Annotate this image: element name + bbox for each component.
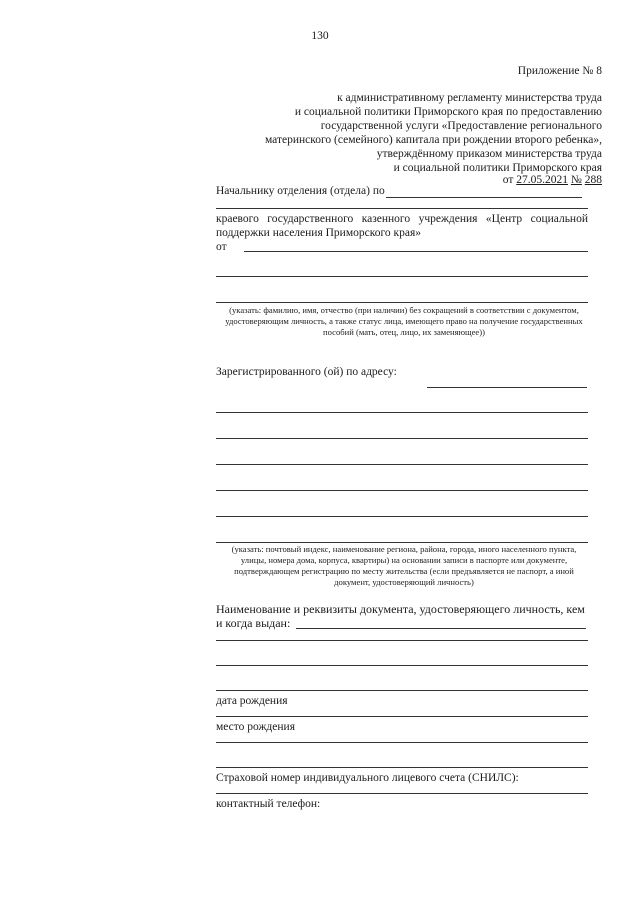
page-number: 130	[311, 30, 329, 42]
identity-doc-label-line2: и когда выдан:	[216, 616, 291, 630]
address-field[interactable]	[427, 387, 587, 388]
applicant-name-field-line2[interactable]	[216, 276, 588, 277]
address-note: (указать: почтовый индекс, наименование региона, района, города, иного населенного пункта, улицы, номера дома, корпуса, квартиры) на основании записи в паспорте или документе, подтверждающем регистрацию по месту жительства (если предъявляется не паспорт, а иной документ, удостоверяющий личность)	[231, 544, 577, 587]
from-label: от	[216, 241, 227, 253]
institution-line2: поддержки населения Приморского края»	[216, 227, 421, 239]
birth-date-label: дата рождения	[216, 695, 288, 707]
appendix-line: к административному регламенту министерства труда	[337, 92, 602, 104]
department-field[interactable]	[386, 197, 582, 198]
birth-place-field[interactable]	[216, 742, 588, 743]
address-field-line[interactable]	[216, 490, 588, 491]
appendix-line: материнского (семейного) капитала при рождении второго ребенка»,	[264, 134, 602, 146]
address-field-line[interactable]	[216, 516, 588, 517]
name-note: (указать: фамилию, имя, отчество (при наличии) без сокращений в соответствии с документом, удостоверяющим личность, а также статус лица, имеющего право на получение государственных пособий (мать, отец, лицо, их заменяющее))	[225, 305, 583, 337]
date-prefix: от	[502, 174, 514, 186]
identity-doc-field-line[interactable]	[216, 640, 588, 641]
order-number: 288	[584, 174, 602, 186]
birth-place-label: место рождения	[216, 721, 295, 733]
appendix-line: и социальной политики Приморского края	[393, 162, 602, 174]
applicant-name-field-line3[interactable]	[216, 302, 588, 303]
birth-date-field[interactable]	[216, 716, 588, 717]
address-field-line[interactable]	[216, 542, 588, 543]
snils-field[interactable]	[216, 793, 588, 794]
appendix-line: государственной услуги «Предоставление регионального	[320, 120, 602, 132]
appendix-date-line	[503, 173, 602, 187]
number-prefix: №	[570, 174, 582, 186]
identity-doc-field-line[interactable]	[216, 690, 588, 691]
address-field-line[interactable]	[216, 412, 588, 413]
appendix-title: Приложение № 8	[517, 65, 602, 77]
department-field-line2[interactable]	[216, 208, 588, 209]
appendix-line: утверждённому приказом министерства труда	[376, 148, 602, 160]
order-date: 27.05.2021	[516, 174, 569, 186]
institution-line1: краевого государственного казенного учреждения «Центр социальной	[216, 213, 588, 225]
applicant-name-field[interactable]	[244, 251, 588, 252]
appendix-line: и социальной политики Приморского края по предоставлению	[294, 106, 602, 118]
snils-label: Страховой номер индивидуального лицевого счета (СНИЛС):	[216, 772, 519, 784]
to-label: Начальнику отделения (отдела) по	[216, 185, 385, 197]
address-label: Зарегистрированного (ой) по адресу:	[216, 366, 397, 378]
address-field-line[interactable]	[216, 464, 588, 465]
identity-doc-field[interactable]	[296, 628, 586, 629]
identity-doc-field-line[interactable]	[216, 665, 588, 666]
address-field-line[interactable]	[216, 438, 588, 439]
birth-place-field-line2[interactable]	[216, 767, 588, 768]
identity-doc-label: Наименование и реквизиты документа, удостоверяющего личность, кем	[216, 602, 585, 616]
phone-label: контактный телефон:	[216, 798, 321, 810]
